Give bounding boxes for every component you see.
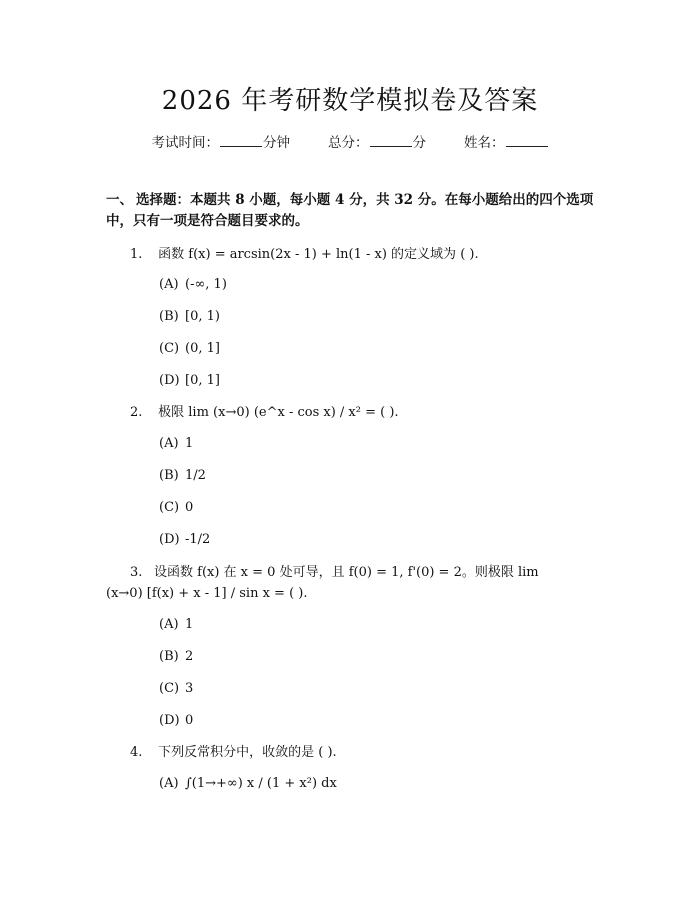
question-text: 函数 f(x) = arcsin(2x - 1) + ln(1 - x) 的定义域为 ( ). — [158, 247, 479, 262]
option-label: (B) — [159, 649, 179, 664]
question-1 — [106, 244, 590, 265]
section-number: 一、 — [106, 192, 133, 208]
question-number: 3. — [130, 565, 143, 580]
time-unit: 分钟 — [263, 135, 290, 151]
question-3 — [106, 562, 590, 604]
option-label: (B) — [159, 468, 179, 483]
time-label: 考试时间： — [151, 135, 219, 151]
score-blank[interactable] — [370, 134, 412, 147]
q3-option-d[interactable] — [159, 712, 193, 730]
question-number: 2. — [130, 405, 143, 420]
option-text: (0, 1] — [185, 341, 220, 356]
name-blank[interactable] — [506, 134, 548, 147]
option-text: ∫(1→+∞) x / (1 + x²) dx — [185, 776, 337, 791]
section-heading — [106, 190, 600, 232]
question-text: 下列反常积分中，收敛的是 ( ). — [158, 745, 337, 760]
option-label: (A) — [159, 617, 179, 632]
option-text: 0 — [185, 713, 194, 728]
option-text: (-∞, 1) — [185, 277, 227, 292]
option-label: (A) — [159, 776, 179, 791]
option-text: 1 — [185, 617, 194, 632]
question-number: 4. — [130, 745, 143, 760]
score-label: 总分： — [328, 135, 369, 151]
q1-option-c[interactable] — [159, 340, 220, 358]
option-text: 0 — [185, 500, 194, 515]
question-text-line2: (x→0) [f(x) + x - 1] / sin x = ( ). — [106, 586, 308, 601]
option-text: 1 — [185, 436, 194, 451]
name-label: 姓名： — [464, 135, 505, 151]
option-label: (A) — [159, 436, 179, 451]
q3-option-c[interactable] — [159, 680, 193, 698]
q2-option-d[interactable] — [159, 531, 210, 549]
q1-option-a[interactable] — [159, 276, 227, 294]
option-label: (C) — [159, 681, 180, 696]
section-text-line2: 中，只有一项是符合题目要求的。 — [106, 213, 309, 229]
option-text: [0, 1] — [185, 373, 220, 388]
option-text: -1/2 — [185, 532, 211, 547]
option-text: [0, 1) — [185, 309, 220, 324]
time-blank[interactable] — [220, 134, 262, 147]
exam-info-row — [0, 131, 700, 151]
option-label: (D) — [159, 532, 180, 547]
option-label: (A) — [159, 277, 179, 292]
question-text-line1: 设函数 f(x) 在 x = 0 处可导，且 f(0) = 1, f'(0) = 2。则极限 lim — [154, 565, 539, 580]
option-text: 3 — [185, 681, 194, 696]
q3-option-a[interactable] — [159, 616, 193, 634]
question-4 — [106, 742, 590, 763]
option-text: 1/2 — [185, 468, 206, 483]
question-2 — [106, 402, 590, 423]
score-unit: 分 — [412, 135, 426, 151]
q1-option-d[interactable] — [159, 372, 220, 390]
option-label: (D) — [159, 373, 180, 388]
question-number: 1. — [130, 247, 143, 262]
q3-option-b[interactable] — [159, 648, 193, 666]
q1-option-b[interactable] — [159, 308, 220, 326]
option-label: (B) — [159, 309, 179, 324]
q4-option-a[interactable] — [159, 775, 337, 793]
name-field — [464, 131, 549, 151]
q2-option-b[interactable] — [159, 467, 206, 485]
total-score-field — [328, 131, 426, 151]
section-text-line1: 选择题：本题共 8 小题，每小题 4 分，共 32 分。在每小题给出的四个选项 — [136, 192, 594, 208]
option-label: (D) — [159, 713, 180, 728]
option-label: (C) — [159, 500, 180, 515]
option-label: (C) — [159, 341, 180, 356]
exam-time-field — [152, 131, 291, 151]
q2-option-a[interactable] — [159, 435, 193, 453]
exam-title: 2026 年考研数学模拟卷及答案 — [161, 86, 539, 116]
question-text: 极限 lim (x→0) (e^x - cos x) / x² = ( ). — [158, 405, 399, 420]
option-text: 2 — [185, 649, 194, 664]
q2-option-c[interactable] — [159, 499, 193, 517]
